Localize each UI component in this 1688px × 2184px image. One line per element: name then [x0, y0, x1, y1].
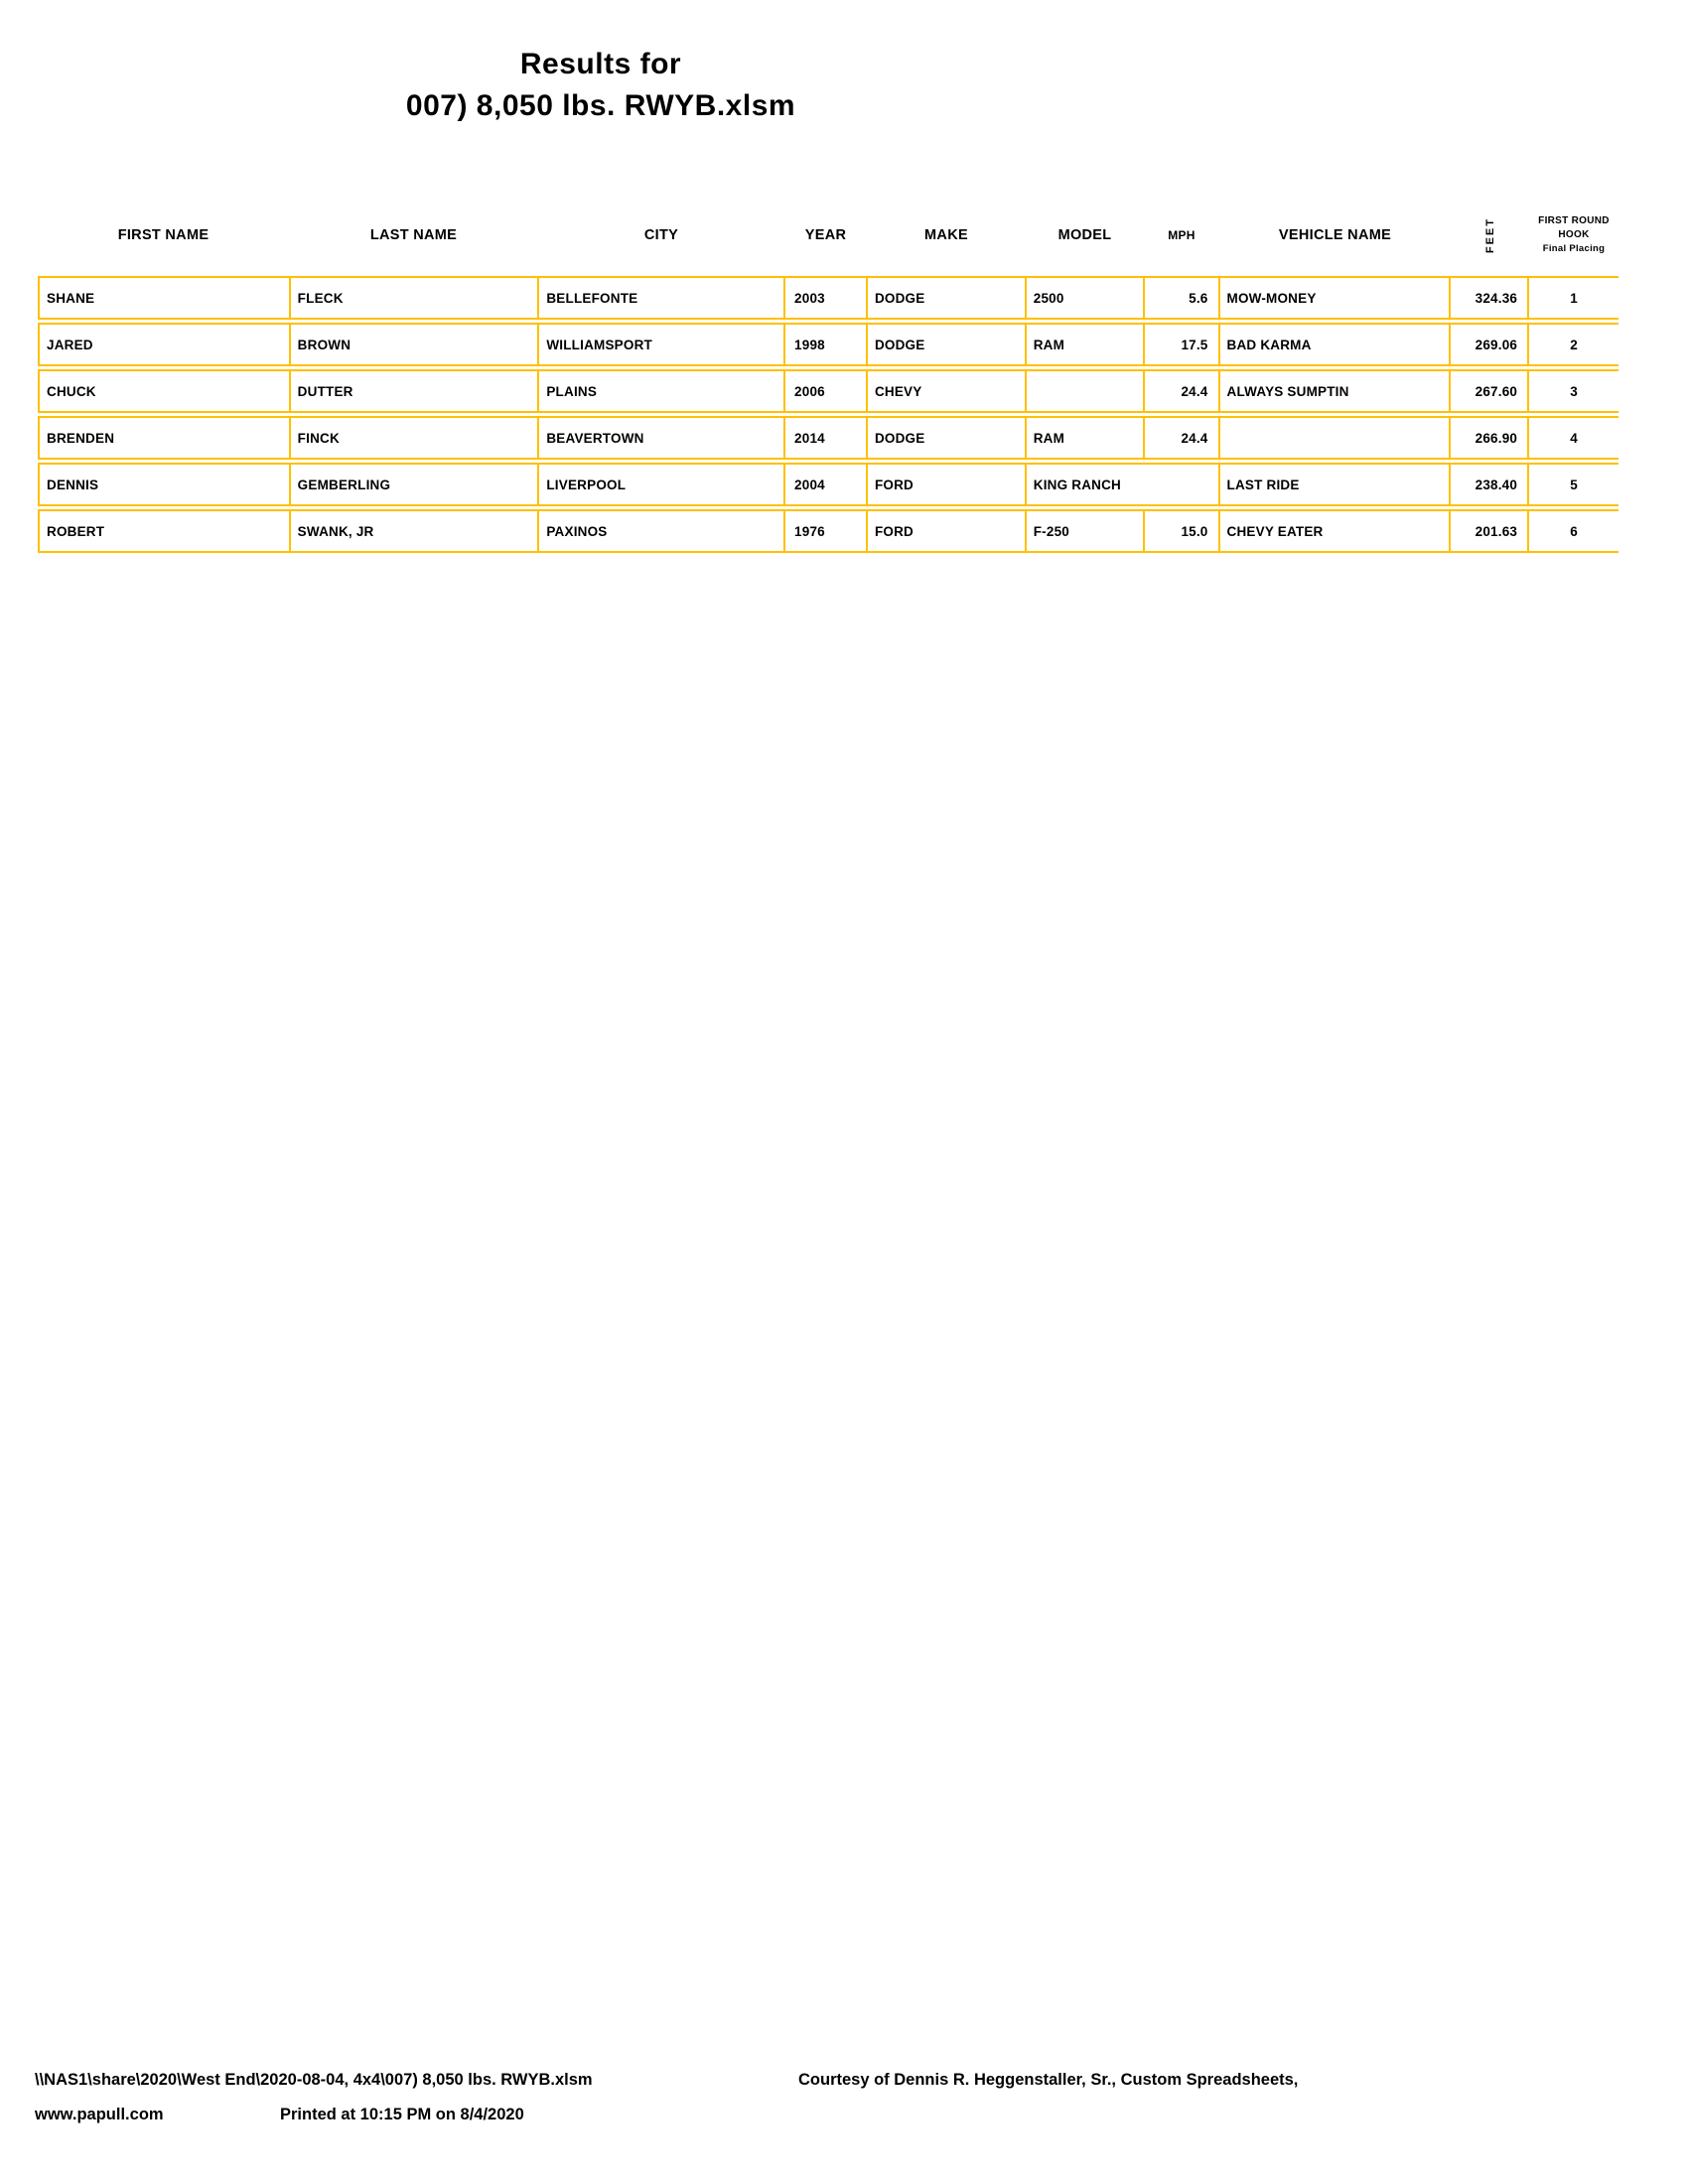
cell-last-name: SWANK, JR [291, 511, 540, 551]
col-header-feet [1451, 203, 1529, 268]
table-row [38, 276, 1618, 320]
cell-feet: 238.40 [1451, 465, 1529, 504]
cell-city: PAXINOS [539, 511, 785, 551]
cell-vehicle-name: ALWAYS SUMPTIN [1220, 371, 1452, 411]
cell-make: CHEVY [868, 371, 1027, 411]
table-row [38, 509, 1618, 553]
cell-placing: 3 [1570, 383, 1578, 399]
cell-last-name: FLECK [291, 278, 540, 318]
cell-feet: 267.60 [1451, 371, 1529, 411]
cell-feet: 324.36 [1451, 278, 1529, 318]
placing-header-line-3: Final Placing [1542, 243, 1606, 254]
cell-first-name: BRENDEN [40, 418, 291, 458]
cell-model [1027, 371, 1145, 411]
footer-file-path: \\NAS1\share\2020\West End\2020-08-04, 4x4\007) 8,050 lbs. RWYB.xlsm [35, 2071, 593, 2089]
placing-header-line-2: HOOK [1558, 229, 1590, 240]
cell-vehicle-name [1220, 418, 1452, 458]
table-body [38, 276, 1618, 556]
cell-year: 1976 [785, 511, 868, 551]
col-header-last-name: LAST NAME [369, 227, 458, 243]
cell-city: PLAINS [539, 371, 785, 411]
cell-feet: 266.90 [1451, 418, 1529, 458]
cell-first-name: ROBERT [40, 511, 291, 551]
table-row [38, 463, 1618, 506]
cell-feet: 269.06 [1451, 325, 1529, 364]
cell-model: RAM [1027, 418, 1145, 458]
cell-city: BEAVERTOWN [539, 418, 785, 458]
cell-model-spanning-mph: KING RANCH [1027, 465, 1220, 504]
cell-year: 2004 [785, 465, 868, 504]
cell-mph: 5.6 [1145, 278, 1220, 318]
cell-first-name: CHUCK [40, 371, 291, 411]
cell-vehicle-name: LAST RIDE [1220, 465, 1452, 504]
title-line-2: 007) 8,050 lbs. RWYB.xlsm [405, 89, 796, 122]
cell-make: DODGE [868, 278, 1027, 318]
cell-city: LIVERPOOL [539, 465, 785, 504]
cell-city: WILLIAMSPORT [539, 325, 785, 364]
cell-vehicle-name: BAD KARMA [1220, 325, 1452, 364]
placing-header-line-1: FIRST ROUND [1538, 215, 1610, 226]
feet-rotated-label: FEET [1483, 216, 1496, 254]
col-header-make: MAKE [924, 227, 968, 243]
cell-last-name: DUTTER [291, 371, 540, 411]
cell-year: 2006 [785, 371, 868, 411]
cell-mph: 15.0 [1145, 511, 1220, 551]
cell-first-name: SHANE [40, 278, 291, 318]
cell-make: DODGE [868, 325, 1027, 364]
cell-year: 2003 [785, 278, 868, 318]
cell-feet: 201.63 [1451, 511, 1529, 551]
cell-last-name: FINCK [291, 418, 540, 458]
table-row [38, 416, 1618, 460]
col-header-city: CITY [643, 227, 679, 243]
page-title [0, 44, 1201, 127]
cell-make: FORD [868, 465, 1027, 504]
cell-vehicle-name: MOW-MONEY [1220, 278, 1452, 318]
cell-placing: 1 [1570, 290, 1578, 306]
cell-make: DODGE [868, 418, 1027, 458]
table-header-row [38, 203, 1618, 268]
cell-placing: 2 [1570, 337, 1578, 352]
cell-placing: 6 [1570, 523, 1578, 539]
cell-model: F-250 [1027, 511, 1145, 551]
cell-vehicle-name: CHEVY EATER [1220, 511, 1452, 551]
cell-last-name: GEMBERLING [291, 465, 540, 504]
cell-placing: 4 [1570, 430, 1578, 446]
table-row [38, 323, 1618, 366]
cell-first-name: DENNIS [40, 465, 291, 504]
cell-mph: 24.4 [1145, 418, 1220, 458]
col-header-year: YEAR [804, 227, 847, 243]
footer-website: www.papull.com [35, 2106, 164, 2123]
cell-model: 2500 [1027, 278, 1145, 318]
footer-printed-timestamp: Printed at 10:15 PM on 8/4/2020 [280, 2106, 524, 2123]
cell-first-name: JARED [40, 325, 291, 364]
cell-placing: 5 [1570, 477, 1578, 492]
col-header-vehicle-name: VEHICLE NAME [1278, 227, 1392, 243]
footer-courtesy-text: Courtesy of Dennis R. Heggenstaller, Sr., Custom Spreadsheets, [798, 2071, 1299, 2089]
col-header-first-name: FIRST NAME [117, 227, 210, 243]
table-row [38, 369, 1618, 413]
cell-mph: 17.5 [1145, 325, 1220, 364]
cell-year: 2014 [785, 418, 868, 458]
col-header-mph: MPH [1168, 228, 1196, 242]
cell-model: RAM [1027, 325, 1145, 364]
cell-last-name: BROWN [291, 325, 540, 364]
col-header-model: MODEL [1057, 227, 1112, 243]
cell-city: BELLEFONTE [539, 278, 785, 318]
col-header-placing [1529, 203, 1618, 268]
title-line-1: Results for [519, 48, 682, 80]
cell-year: 1998 [785, 325, 868, 364]
cell-mph: 24.4 [1145, 371, 1220, 411]
cell-make: FORD [868, 511, 1027, 551]
